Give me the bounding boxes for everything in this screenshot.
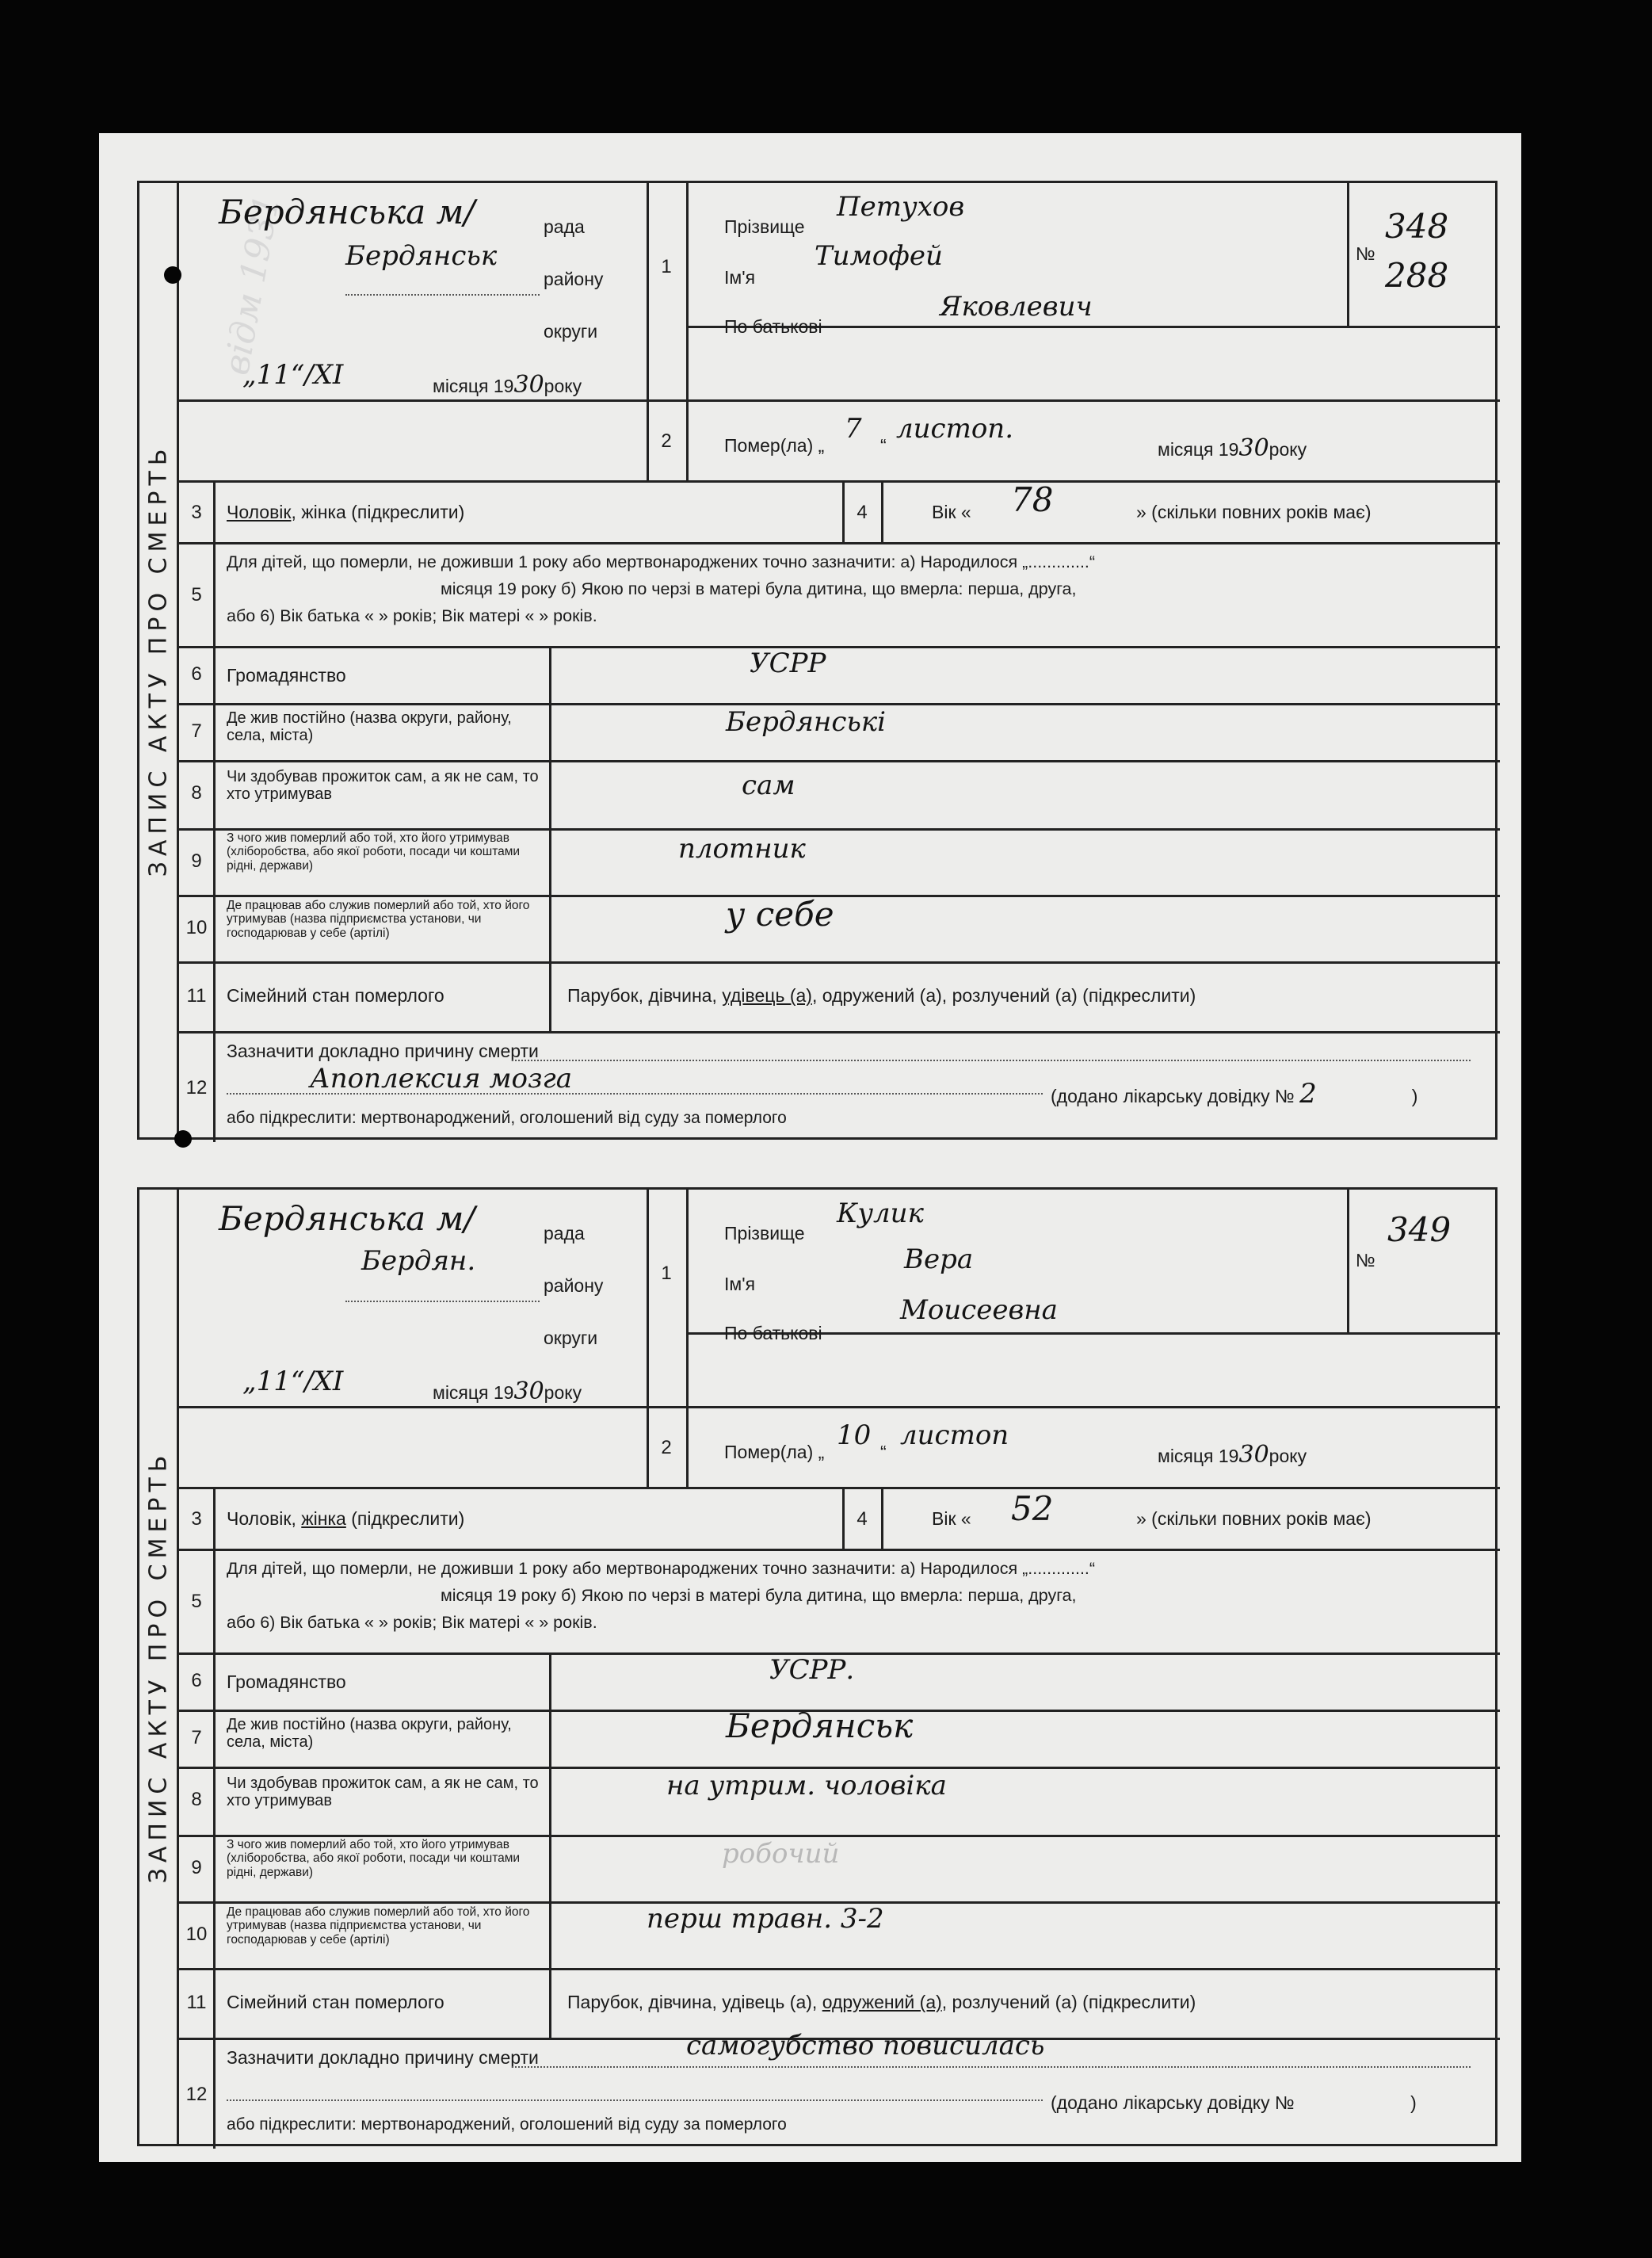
residence-handwritten: Бердянські [726, 706, 887, 738]
form-side-title: ЗАПИС АКТУ ПРО СМЕРТЬ [139, 183, 179, 1137]
record-number: 348 [1385, 207, 1449, 246]
workplace-handwritten: перш травн. 3-2 [647, 1903, 884, 1935]
register-page [99, 133, 1521, 2162]
age-handwritten: 78 [1011, 480, 1054, 519]
death-month: листоп. [896, 413, 1014, 445]
binding-hole [164, 266, 181, 284]
registration-date: „11“/XI [242, 1366, 344, 1397]
binding-hole [174, 1130, 192, 1148]
form-side-title: ЗАПИС АКТУ ПРО СМЕРТЬ [139, 1190, 179, 2144]
rada-handwritten: Бердянська м/ [219, 193, 475, 231]
death-record-form-2: ЗАПИС АКТУ ПРО СМЕРТЬ Бердянська м/ рада Бердян. району округи „11“/XI місяця 1930року 1 Прізвище Кулик Ім'я Вера По батькові Моисеевна № 349 2 Помер(ла) „ 10 “ листоп місяця 1930року 3 Чоловік, жінка (підкреслити) 4 Вік « 52 » (скільки повних років має) 5 Для дітей, що померли, не доживши 1 року або мертвонароджених точно зазначити: а) Народилося „.............“ місяця 19 року б) Якою по черзі в матері була дитина, що вмерла: перша, друга, або 6) Вік батька « » років; Вік матері « » років. 6 Громадянство УСРР. 7 Де жив постійно (назва округи, району, села, міста) Бердянськ 8 Чи здобував прожиток сам, а як не сам, то хто утримував на утрим. чоловіка 9 З чого жив померлий або той, хто його утримував (хліборобства, або якої роботи, посади чи коштами рідні, держави) робочий 10 Де працював або служив померлий або той, хто його утримував (назва підприємства установи, чи господарював у себе (артілі) перш травн. 3-2 11 Сімейний стан померлого Парубок, дівчина, удівець (а), одружений (а), розлучений (а) (підкреслити) 12 Зазначити докладно причину смерти самогубство повисилась (додано лікарську довідку № ) або підкреслити: мертвонароджений, оголошений від суду за померлого [137, 1187, 1497, 2146]
death-day: 10 [837, 1419, 872, 1451]
occupation-handwritten: плотник [678, 833, 806, 865]
death-month: листоп [900, 1419, 1009, 1451]
surname-handwritten: Петухов [837, 191, 965, 223]
patronymic-handwritten: Моисеевна [900, 1294, 1058, 1326]
workplace-handwritten: у себе [726, 895, 834, 934]
citizenship-handwritten: УСРР [750, 648, 826, 679]
name-handwritten: Тимофей [815, 240, 943, 272]
record-number: 349 [1387, 1210, 1452, 1249]
raion-label: району [544, 269, 604, 289]
livelihood-handwritten: на утрим. чоловіка [666, 1770, 947, 1801]
death-cause-handwritten: Апоплексия мозга [310, 1063, 573, 1095]
patronymic-handwritten: Яковлевич [940, 291, 1093, 323]
raion-handwritten: Бердянськ [345, 240, 498, 272]
rada-handwritten: Бердянська м/ [219, 1199, 475, 1238]
death-cause-handwritten: самогубство повисилась [686, 2030, 1045, 2061]
citizenship-handwritten: УСРР. [769, 1654, 855, 1686]
surname-handwritten: Кулик [837, 1198, 924, 1229]
livelihood-handwritten: сам [742, 770, 795, 801]
name-handwritten: Вера [904, 1244, 974, 1275]
age-handwritten: 52 [1011, 1489, 1054, 1528]
margin-note: відм 1931 [216, 191, 288, 378]
registration-date: „11“/XI [242, 359, 344, 391]
death-record-form-1: ЗАПИС АКТУ ПРО СМЕРТЬ Бердянська м/ рада Бердянськ району округи „11“/XI місяця 1930року 1 Прізвище Петухов Ім'я Тимофей По батькові Яковлевич № 348 288 2 Помер(ла) „ 7 “ листоп. місяця 1930року 3 Чоловік, жінка (підкреслити) 4 Вік « 78 » (скільки повних років має) 5 Для дітей, що померли, не доживши 1 року або мертвонароджених точно зазначити: а) Народилося „.............“ місяця 19 року б) Якою по черзі в матері була дитина, що вмерла: перша, друга, або 6) Вік батька « » років; Вік матері « » років. 6 Громадянство УСРР 7 Де жив постійно (назва округи, району, села, міста) Бердянські 8 Чи здобував прожиток сам, а як не сам, то хто утримував сам 9 З чого жив померлий або той, хто його утримував (хліборобства, або якої роботи, посади чи коштами рідні, держави) плотник 10 Де працював або служив померлий або той, хто його утримував (назва підприємства установи, чи господарював у себе (артілі) у себе 11 Сімейний стан померлого Парубок, дівчина, удівець (а), одружений (а), розлучений (а) (підкреслити) 12 Зазначити докладно причину смерти Апоплексия мозга (додано лікарську довідку № 2 ) або підкреслити: мертвонароджений, оголошений від суду за померлого [137, 181, 1497, 1140]
residence-handwritten: Бердянськ [726, 1706, 914, 1745]
rada-label: рада [544, 216, 585, 237]
occupation-handwritten: робочий [722, 1838, 840, 1870]
raion-handwritten: Бердян. [361, 1245, 476, 1277]
record-number-secondary: 288 [1385, 256, 1449, 295]
okrug-label: округи [544, 321, 598, 342]
death-day: 7 [845, 413, 862, 445]
